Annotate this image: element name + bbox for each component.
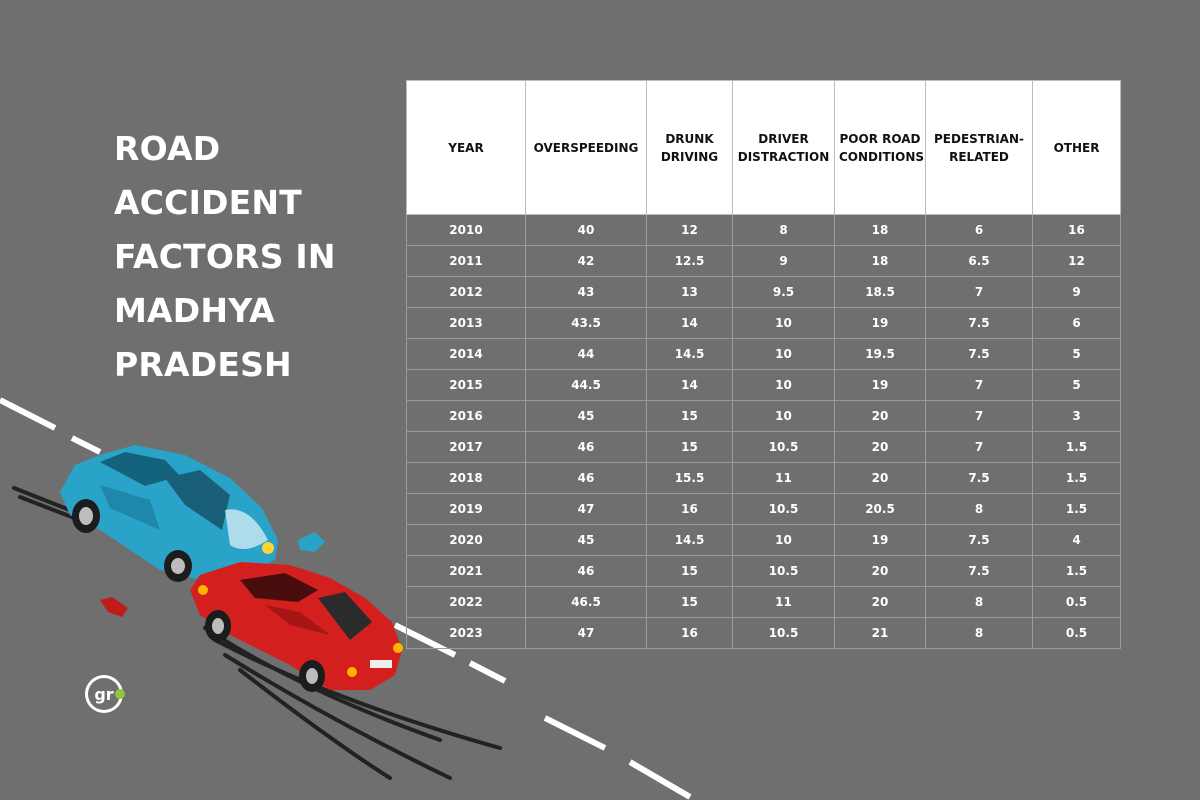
table-row xyxy=(407,618,1121,649)
table-row xyxy=(407,525,1121,556)
column-header: YEAR xyxy=(407,81,526,215)
page-title xyxy=(114,122,344,392)
value-cell: 10.5 xyxy=(733,618,835,649)
table-row xyxy=(407,587,1121,618)
year-cell: 2022 xyxy=(407,587,526,618)
value-cell: 3 xyxy=(1033,401,1121,432)
value-cell: 7.5 xyxy=(926,308,1033,339)
value-cell: 20 xyxy=(835,401,926,432)
year-cell: 2018 xyxy=(407,463,526,494)
value-cell: 20 xyxy=(835,432,926,463)
value-cell: 42 xyxy=(526,246,647,277)
table-row xyxy=(407,339,1121,370)
value-cell: 16 xyxy=(1033,215,1121,246)
value-cell: 10.5 xyxy=(733,556,835,587)
value-cell: 7 xyxy=(926,370,1033,401)
value-cell: 14 xyxy=(647,370,733,401)
value-cell: 11 xyxy=(733,463,835,494)
table-row xyxy=(407,494,1121,525)
value-cell: 12 xyxy=(647,215,733,246)
table-row xyxy=(407,556,1121,587)
value-cell: 12.5 xyxy=(647,246,733,277)
column-header: OVERSPEEDING xyxy=(526,81,647,215)
table-row xyxy=(407,308,1121,339)
value-cell: 46 xyxy=(526,463,647,494)
value-cell: 6.5 xyxy=(926,246,1033,277)
value-cell: 11 xyxy=(733,587,835,618)
column-header: PEDESTRIAN-RELATED xyxy=(926,81,1033,215)
value-cell: 8 xyxy=(926,587,1033,618)
accident-factors-table xyxy=(406,80,1121,649)
value-cell: 0.5 xyxy=(1033,587,1121,618)
value-cell: 43 xyxy=(526,277,647,308)
blue-car xyxy=(60,445,278,582)
title-line: PRADESH xyxy=(114,345,292,384)
logo-text: gr xyxy=(94,685,114,704)
year-cell: 2013 xyxy=(407,308,526,339)
value-cell: 14.5 xyxy=(647,525,733,556)
value-cell: 18 xyxy=(835,246,926,277)
column-header: POOR ROAD CONDITIONS xyxy=(835,81,926,215)
value-cell: 15 xyxy=(647,432,733,463)
value-cell: 47 xyxy=(526,618,647,649)
value-cell: 7.5 xyxy=(926,556,1033,587)
year-cell: 2014 xyxy=(407,339,526,370)
header-row xyxy=(407,81,1121,215)
value-cell: 19 xyxy=(835,308,926,339)
value-cell: 20 xyxy=(835,463,926,494)
value-cell: 7 xyxy=(926,432,1033,463)
year-cell: 2017 xyxy=(407,432,526,463)
value-cell: 1.5 xyxy=(1033,463,1121,494)
value-cell: 14.5 xyxy=(647,339,733,370)
year-cell: 2020 xyxy=(407,525,526,556)
value-cell: 12 xyxy=(1033,246,1121,277)
value-cell: 10 xyxy=(733,401,835,432)
table-row xyxy=(407,215,1121,246)
year-cell: 2021 xyxy=(407,556,526,587)
value-cell: 15 xyxy=(647,401,733,432)
value-cell: 20 xyxy=(835,587,926,618)
value-cell: 9 xyxy=(1033,277,1121,308)
value-cell: 46.5 xyxy=(526,587,647,618)
value-cell: 13 xyxy=(647,277,733,308)
value-cell: 15.5 xyxy=(647,463,733,494)
year-cell: 2016 xyxy=(407,401,526,432)
value-cell: 46 xyxy=(526,432,647,463)
table-row xyxy=(407,401,1121,432)
value-cell: 19 xyxy=(835,370,926,401)
value-cell: 1.5 xyxy=(1033,494,1121,525)
year-cell: 2019 xyxy=(407,494,526,525)
value-cell: 1.5 xyxy=(1033,556,1121,587)
value-cell: 44.5 xyxy=(526,370,647,401)
value-cell: 6 xyxy=(926,215,1033,246)
value-cell: 7.5 xyxy=(926,339,1033,370)
value-cell: 16 xyxy=(647,618,733,649)
value-cell: 18.5 xyxy=(835,277,926,308)
value-cell: 10 xyxy=(733,525,835,556)
value-cell: 5 xyxy=(1033,370,1121,401)
value-cell: 47 xyxy=(526,494,647,525)
column-header: OTHER xyxy=(1033,81,1121,215)
value-cell: 7.5 xyxy=(926,525,1033,556)
value-cell: 21 xyxy=(835,618,926,649)
data-table-container xyxy=(406,80,1120,649)
value-cell: 1.5 xyxy=(1033,432,1121,463)
table-row xyxy=(407,277,1121,308)
title-line: ROAD xyxy=(114,129,221,168)
value-cell: 7 xyxy=(926,277,1033,308)
red-car xyxy=(190,562,403,692)
value-cell: 15 xyxy=(647,587,733,618)
column-header: DRIVER DISTRACTION xyxy=(733,81,835,215)
value-cell: 44 xyxy=(526,339,647,370)
logo xyxy=(85,675,125,713)
year-cell: 2015 xyxy=(407,370,526,401)
table-row xyxy=(407,432,1121,463)
value-cell: 16 xyxy=(647,494,733,525)
title-line: MADHYA xyxy=(114,291,275,330)
value-cell: 43.5 xyxy=(526,308,647,339)
value-cell: 19.5 xyxy=(835,339,926,370)
table-row xyxy=(407,463,1121,494)
value-cell: 20.5 xyxy=(835,494,926,525)
value-cell: 10 xyxy=(733,370,835,401)
value-cell: 10.5 xyxy=(733,494,835,525)
value-cell: 10 xyxy=(733,339,835,370)
year-cell: 2011 xyxy=(407,246,526,277)
table-row xyxy=(407,246,1121,277)
value-cell: 45 xyxy=(526,525,647,556)
value-cell: 10 xyxy=(733,308,835,339)
red-debris xyxy=(100,597,128,617)
value-cell: 5 xyxy=(1033,339,1121,370)
blue-debris xyxy=(298,532,325,552)
value-cell: 9.5 xyxy=(733,277,835,308)
value-cell: 18 xyxy=(835,215,926,246)
year-cell: 2010 xyxy=(407,215,526,246)
value-cell: 8 xyxy=(733,215,835,246)
year-cell: 2023 xyxy=(407,618,526,649)
value-cell: 0.5 xyxy=(1033,618,1121,649)
value-cell: 20 xyxy=(835,556,926,587)
value-cell: 7 xyxy=(926,401,1033,432)
table-row xyxy=(407,370,1121,401)
year-cell: 2012 xyxy=(407,277,526,308)
value-cell: 15 xyxy=(647,556,733,587)
value-cell: 8 xyxy=(926,618,1033,649)
value-cell: 40 xyxy=(526,215,647,246)
value-cell: 7.5 xyxy=(926,463,1033,494)
value-cell: 10.5 xyxy=(733,432,835,463)
value-cell: 46 xyxy=(526,556,647,587)
column-header: DRUNK DRIVING xyxy=(647,81,733,215)
value-cell: 8 xyxy=(926,494,1033,525)
title-line: FACTORS IN xyxy=(114,237,336,276)
value-cell: 14 xyxy=(647,308,733,339)
value-cell: 9 xyxy=(733,246,835,277)
table-body xyxy=(407,215,1121,649)
value-cell: 4 xyxy=(1033,525,1121,556)
value-cell: 45 xyxy=(526,401,647,432)
title-line: ACCIDENT xyxy=(114,183,302,222)
value-cell: 6 xyxy=(1033,308,1121,339)
value-cell: 19 xyxy=(835,525,926,556)
